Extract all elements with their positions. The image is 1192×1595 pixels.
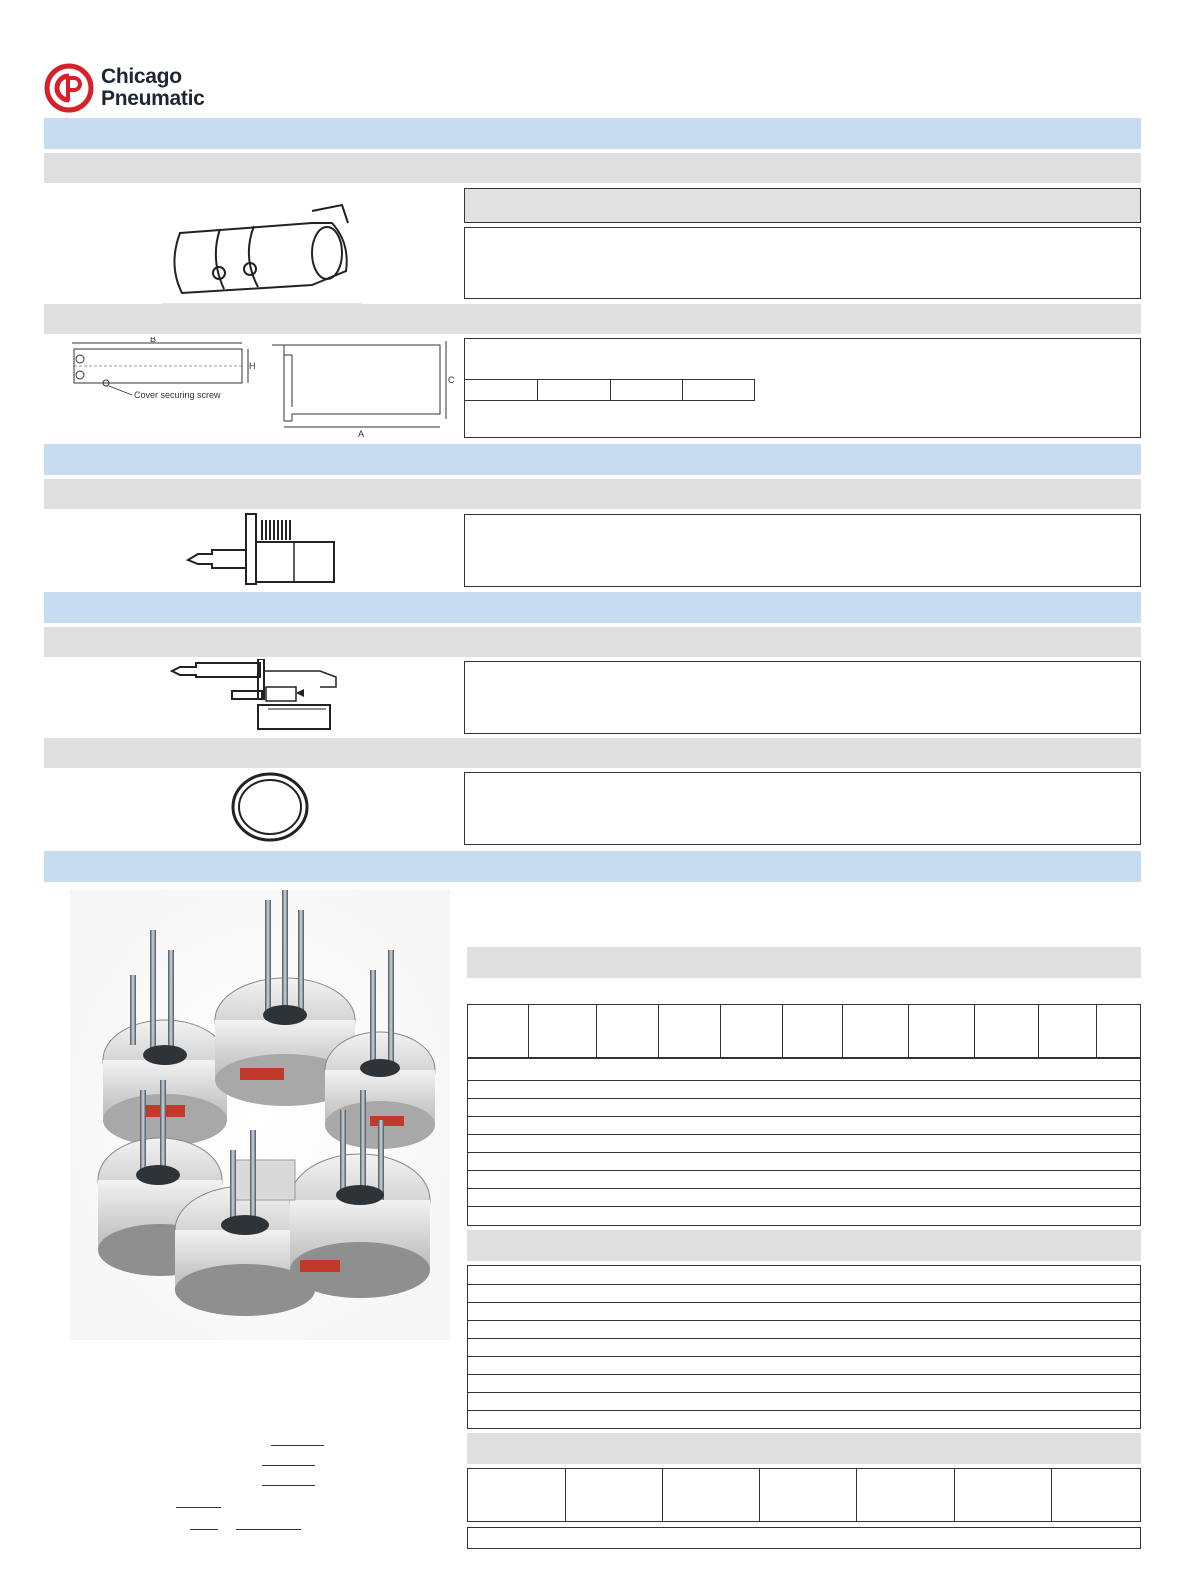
dim-label-a: A (358, 429, 365, 439)
chicago-pneumatic-logo-icon (44, 63, 94, 113)
spec-table-header (468, 1005, 1140, 1059)
subsection-band-1 (44, 153, 1141, 183)
section-band-1 (44, 118, 1141, 149)
dimension-table (465, 379, 755, 401)
clamp-housing-drawing-icon (162, 193, 362, 305)
accessory-table (467, 1468, 1141, 1522)
underline-mark (262, 1485, 315, 1486)
section-band-2 (44, 444, 1141, 475)
dimension-info-box (464, 338, 1141, 438)
spec-list-table (467, 1265, 1141, 1429)
subsection-band-2 (44, 304, 1141, 334)
cover-screw-label: Cover securing screw (134, 390, 221, 400)
subsection-band-4 (44, 627, 1141, 657)
section-band-3 (44, 592, 1141, 623)
info-header-box-1 (464, 188, 1141, 223)
brand-line-2: Pneumatic (101, 87, 205, 110)
info-box-1 (464, 227, 1141, 299)
info-box-4 (464, 661, 1141, 734)
spindle-adapter-drawing-icon (186, 512, 342, 586)
accessory-header-band (467, 1433, 1141, 1464)
brand-line-1: Chicago (101, 65, 182, 88)
spec-subheader-band (467, 1230, 1141, 1261)
dimension-drawing-icon (66, 337, 456, 439)
dim-label-c: C (448, 375, 455, 385)
spec-header-band (467, 947, 1141, 978)
brand-logo (44, 63, 234, 113)
ring-drawing-icon (229, 771, 311, 843)
feed-unit-drawing-icon (170, 659, 346, 737)
underline-mark (271, 1445, 324, 1446)
subsection-band-3 (44, 479, 1141, 509)
dim-label-h: H (249, 361, 256, 371)
info-box-3 (464, 514, 1141, 587)
dim-label-b: B (150, 337, 157, 344)
underline-mark (262, 1465, 315, 1466)
subsection-band-5 (44, 738, 1141, 768)
underline-mark (190, 1529, 218, 1530)
section-band-4 (44, 851, 1141, 882)
multi-spindle-heads-photo-icon (70, 890, 450, 1340)
underline-mark (176, 1507, 221, 1508)
underline-mark (236, 1529, 301, 1530)
accessory-footer-row (467, 1527, 1141, 1549)
spec-table (467, 1004, 1141, 1226)
info-box-5 (464, 772, 1141, 845)
